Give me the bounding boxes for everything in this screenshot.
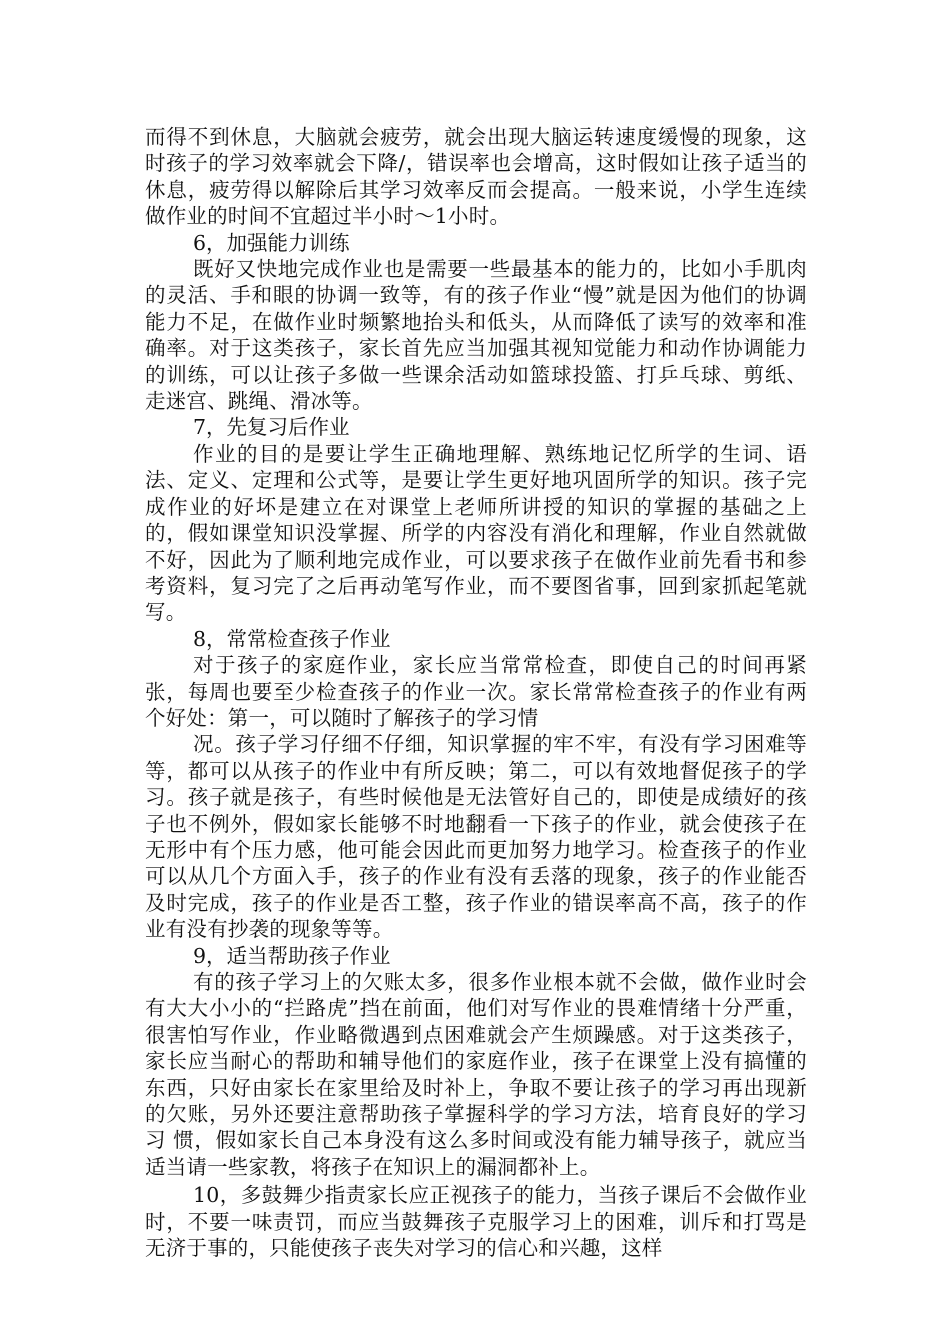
document-page <box>145 124 807 1261</box>
heading-ability-training: 6，加强能力训练 <box>193 230 350 255</box>
paragraph-check-homework-1: 对于孩子的家庭作业，家长应当常常检查，即使自己的时间再紧张，每周也要至少检查孩子的作业一次。家长常常检查孩子的作业有两个好处：第一，可以随时了解孩子的学习情 <box>145 653 807 730</box>
paragraph-ability-training: 既好又快地完成作业也是需要一些最基本的能力的，比如小手肌肉的灵活、手和眼的协调一致等，有的孩子作业“慢”就是因为他们的协调能力不足，在做作业时频繁地抬头和低头，从而降低了读写的效率和准确率。对于这类孩子，家长首先应当加强其视知觉能力和动作协调能力的训练，可以让孩子多做一些课余活动如篮球投篮、打乒乓球、剪纸、走迷宫、跳绳、滑冰等。 <box>145 257 807 414</box>
heading-check-homework: 8，常常检查孩子作业 <box>193 626 391 651</box>
paragraph-check-homework-2: 况。孩子学习仔细不仔细，知识掌握的牢不牢，有没有学习困难等等，都可以从孩子的作业中有所反映；第二，可以有效地督促孩子的学习。孩子就是孩子，有些时候他是无法管好自己的，即使是成绩好的孩子也不例外，假如家长能够不时地翻看一下孩子的作业，就会使孩子在无形中有个压力感，他可能会因此而更加努力地学习。检查孩子的作业可以从几个方面入手，孩子的作业有没有丢落的现象，孩子的作业能否及时完成，孩子的作业是否工整，孩子作业的错误率高不高，孩子的作业有没有抄袭的现象等等。 <box>145 732 807 942</box>
paragraph-encourage: 10，多鼓舞少指责家长应正视孩子的能力，当孩子课后不会做作业时，不要一味责罚，而应当鼓舞孩子克服学习上的困难，训斥和打骂是无济于事的，只能使孩子丧失对学习的信心和兴趣，这样 <box>145 1183 807 1261</box>
paragraph-help-homework: 有的孩子学习上的欠账太多，很多作业根本就不会做，做作业时会有大大小小的“拦路虎”挡在前面，他们对写作业的畏难情绪十分严重，很害怕写作业，作业略微遇到点困难就会产生烦躁感。对于这类孩子，家长应当耐心的帮助和辅导他们的家庭作业，孩子在课堂上没有搞懂的东西，只好由家长在家里给及时补上，争取不要让孩子的学习再出现新的欠账，另外还要注意帮助孩子掌握科学的学习方法，培育良好的学习习 惯，假如家长自己本身没有这么多时间或没有能力辅导孩子，就应当适当请一些家教，将孩子在知识上的漏洞都补上。 <box>145 970 807 1179</box>
heading-help-homework: 9，适当帮助孩子作业 <box>193 943 391 968</box>
paragraph-review-first: 作业的目的是要让学生正确地理解、熟练地记忆所学的生词、语法、定义、定理和公式等，是要让学生更好地巩固所学的知识。孩子完成作业的好坏是建立在对课堂上老师所讲授的知识的掌握的基础之上的，假如课堂知识没掌握、所学的内容没有消化和理解，作业自然就做不好，因此为了顺利地完成作业，可以要求孩子在做作业前先看书和参考资料，复习完了之后再动笔写作业，而不要图省事，回到家抓起笔就写。 <box>145 441 807 625</box>
heading-review-first: 7，先复习后作业 <box>193 415 350 440</box>
paragraph-rest-break: 而得不到休息，大脑就会疲劳，就会出现大脑运转速度缓慢的现象，这时孩子的学习效率就会下降/，错误率也会增高，这时假如让孩子适当的休息，疲劳得以解除后其学习效率反而会提高。一般来说，小学生连续做作业的时间不宜超过半小时～1小时。 <box>145 125 807 229</box>
